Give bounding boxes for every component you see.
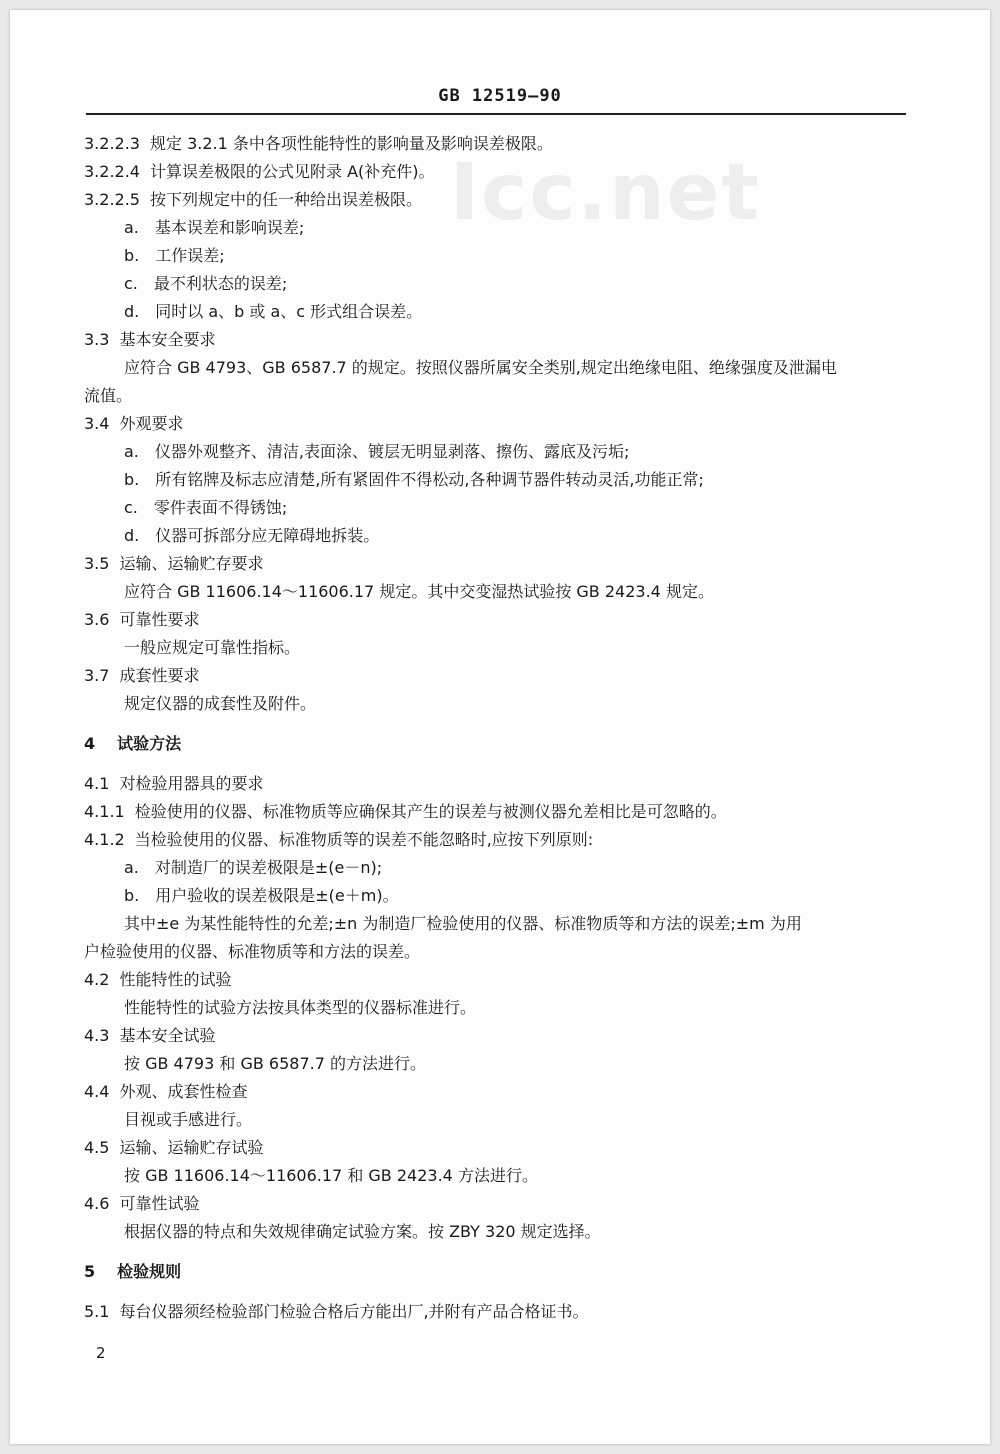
line-text: 仪器外观整齐、清洁,表面涂、镀层无明显剥落、擦伤、露底及污垢; bbox=[154, 442, 630, 461]
clause-number: 5.1 bbox=[84, 1302, 110, 1321]
line-text: 性能特性的试验 bbox=[119, 970, 232, 989]
clause-number: b. bbox=[124, 246, 140, 265]
line-text: 检验使用的仪器、标准物质等应确保其产生的误差与被测仪器允差相比是可忽略的。 bbox=[134, 802, 727, 821]
list-item bbox=[84, 854, 914, 882]
clause-line bbox=[84, 606, 914, 634]
clause-number: 4.4 bbox=[84, 1082, 110, 1101]
line-text: 检验规则 bbox=[117, 1262, 182, 1281]
line-text: 仪器可拆部分应无障碍地拆装。 bbox=[155, 526, 380, 545]
clause-number: 3.3 bbox=[84, 330, 110, 349]
section-heading bbox=[84, 730, 914, 758]
clause-number: d. bbox=[124, 526, 140, 545]
clause-line bbox=[84, 550, 914, 578]
line-text: 运输、运输贮存试验 bbox=[119, 1138, 264, 1157]
clause-line bbox=[84, 662, 914, 690]
line-text: 规定 3.2.1 条中各项性能特性的影响量及影响误差极限。 bbox=[149, 134, 553, 153]
line-text: 户检验使用的仪器、标准物质等和方法的误差。 bbox=[84, 942, 421, 961]
line-text: 一般应规定可靠性指标。 bbox=[124, 638, 301, 657]
list-item bbox=[84, 522, 914, 550]
clause-number: 4.1 bbox=[84, 774, 110, 793]
clause-number: 4.6 bbox=[84, 1194, 110, 1213]
line-text: 对检验用器具的要求 bbox=[119, 774, 264, 793]
clause-number: 3.2.2.3 bbox=[84, 134, 140, 153]
paragraph-line bbox=[84, 578, 914, 606]
clause-line bbox=[84, 1134, 914, 1162]
clause-line bbox=[84, 130, 914, 158]
line-text: 试验方法 bbox=[117, 734, 182, 753]
line-text: 流值。 bbox=[84, 386, 133, 405]
list-item bbox=[84, 298, 914, 326]
list-item bbox=[84, 438, 914, 466]
list-item bbox=[84, 882, 914, 910]
paragraph-line bbox=[84, 910, 914, 938]
line-text: 外观、成套性检查 bbox=[119, 1082, 248, 1101]
page-number: 2 bbox=[96, 1344, 106, 1362]
clause-line bbox=[84, 1190, 914, 1218]
clause-line bbox=[84, 158, 914, 186]
section-heading bbox=[84, 1258, 914, 1286]
line-text: 对制造厂的误差极限是±(e－n); bbox=[154, 858, 383, 877]
clause-number: a. bbox=[124, 218, 139, 237]
line-text: 目视或手感进行。 bbox=[124, 1110, 253, 1129]
clause-number: a. bbox=[124, 442, 139, 461]
line-text: 外观要求 bbox=[119, 414, 184, 433]
line-text: 性能特性的试验方法按具体类型的仪器标准进行。 bbox=[124, 998, 477, 1017]
list-item bbox=[84, 466, 914, 494]
clause-number: d. bbox=[124, 302, 140, 321]
header-rule bbox=[86, 113, 906, 115]
line-text: 工作误差; bbox=[155, 246, 225, 265]
line-text: 最不利状态的误差; bbox=[153, 274, 288, 293]
clause-number: 5 bbox=[84, 1262, 96, 1281]
clause-number: 4.1.1 bbox=[84, 802, 125, 821]
clause-line bbox=[84, 966, 914, 994]
clause-line bbox=[84, 770, 914, 798]
line-text: 运输、运输贮存要求 bbox=[119, 554, 264, 573]
clause-line bbox=[84, 1298, 914, 1326]
line-text: 计算误差极限的公式见附录 A(补充件)。 bbox=[149, 162, 435, 181]
clause-number: c. bbox=[124, 498, 138, 517]
clause-number: 3.6 bbox=[84, 610, 110, 629]
line-text: 用户验收的误差极限是±(e＋m)。 bbox=[155, 886, 399, 905]
clause-number: 3.5 bbox=[84, 554, 110, 573]
line-text: 成套性要求 bbox=[119, 666, 200, 685]
clause-number: b. bbox=[124, 886, 140, 905]
section-gap bbox=[84, 1246, 914, 1258]
line-text: 零件表面不得锈蚀; bbox=[153, 498, 288, 517]
clause-number: 4.5 bbox=[84, 1138, 110, 1157]
clause-number: 3.7 bbox=[84, 666, 110, 685]
paragraph-line bbox=[84, 382, 914, 410]
line-text: 根据仪器的特点和失效规律确定试验方案。按 ZBY 320 规定选择。 bbox=[124, 1222, 601, 1241]
line-text: 规定仪器的成套性及附件。 bbox=[124, 694, 317, 713]
document-body bbox=[84, 130, 914, 1326]
line-text: 所有铭牌及标志应清楚,所有紧固件不得松动,各种调节器件转动灵活,功能正常; bbox=[155, 470, 704, 489]
paragraph-line bbox=[84, 354, 914, 382]
section-gap bbox=[84, 718, 914, 730]
paragraph-line bbox=[84, 1162, 914, 1190]
list-item bbox=[84, 494, 914, 522]
clause-line bbox=[84, 798, 914, 826]
clause-number: 4 bbox=[84, 734, 96, 753]
clause-line bbox=[84, 326, 914, 354]
clause-number: 4.1.2 bbox=[84, 830, 125, 849]
clause-number: 4.3 bbox=[84, 1026, 110, 1045]
clause-line bbox=[84, 186, 914, 214]
clause-line bbox=[84, 826, 914, 854]
clause-line bbox=[84, 410, 914, 438]
clause-line bbox=[84, 1078, 914, 1106]
clause-number: b. bbox=[124, 470, 140, 489]
line-text: 同时以 a、b 或 a、c 形式组合误差。 bbox=[155, 302, 423, 321]
line-text: 按 GB 4793 和 GB 6587.7 的方法进行。 bbox=[124, 1054, 426, 1073]
paragraph-line bbox=[84, 634, 914, 662]
watermark: Icc.net bbox=[450, 148, 761, 238]
clause-number: 3.2.2.4 bbox=[84, 162, 140, 181]
paragraph-line bbox=[84, 690, 914, 718]
clause-line bbox=[84, 1022, 914, 1050]
line-text: 可靠性要求 bbox=[119, 610, 200, 629]
line-text: 其中±e 为某性能特性的允差;±n 为制造厂检验使用的仪器、标准物质等和方法的误差;±m 为用 bbox=[124, 914, 802, 933]
page-header: GB 12519—90 bbox=[438, 86, 562, 106]
list-item bbox=[84, 214, 914, 242]
clause-number: c. bbox=[124, 274, 138, 293]
paragraph-line bbox=[84, 1050, 914, 1078]
clause-number: 3.2.2.5 bbox=[84, 190, 140, 209]
clause-number: 3.4 bbox=[84, 414, 110, 433]
line-text: 基本误差和影响误差; bbox=[154, 218, 305, 237]
document-page bbox=[10, 10, 990, 1444]
line-text: 基本安全试验 bbox=[119, 1026, 216, 1045]
line-text: 按下列规定中的任一种给出误差极限。 bbox=[149, 190, 422, 209]
section-gap bbox=[84, 758, 914, 770]
line-text: 应符合 GB 11606.14～11606.17 规定。其中交变湿热试验按 GB 2423.4 规定。 bbox=[124, 582, 714, 601]
line-text: 基本安全要求 bbox=[119, 330, 216, 349]
paragraph-line bbox=[84, 1106, 914, 1134]
line-text: 按 GB 11606.14～11606.17 和 GB 2423.4 方法进行。 bbox=[124, 1166, 538, 1185]
line-text: 可靠性试验 bbox=[119, 1194, 200, 1213]
clause-number: a. bbox=[124, 858, 139, 877]
line-text: 当检验使用的仪器、标准物质等的误差不能忽略时,应按下列原则: bbox=[134, 830, 594, 849]
paragraph-line bbox=[84, 938, 914, 966]
list-item bbox=[84, 242, 914, 270]
clause-number: 4.2 bbox=[84, 970, 110, 989]
section-gap bbox=[84, 1286, 914, 1298]
paragraph-line bbox=[84, 1218, 914, 1246]
line-text: 应符合 GB 4793、GB 6587.7 的规定。按照仪器所属安全类别,规定出绝缘电阻、绝缘强度及泄漏电 bbox=[124, 358, 837, 377]
paragraph-line bbox=[84, 994, 914, 1022]
line-text: 每台仪器须经检验部门检验合格后方能出厂,并附有产品合格证书。 bbox=[119, 1302, 589, 1321]
list-item bbox=[84, 270, 914, 298]
